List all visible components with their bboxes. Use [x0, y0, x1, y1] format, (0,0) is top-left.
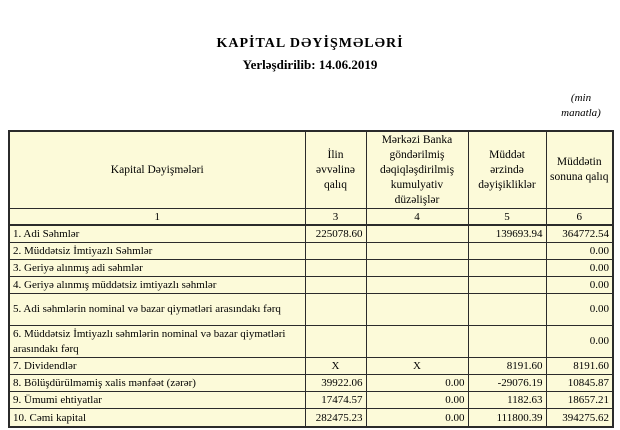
cell-value: 0.00 [546, 326, 613, 358]
cell-value: 0.00 [546, 260, 613, 277]
table-row-adi-sehmler-ferq [9, 294, 613, 326]
cell-value [305, 243, 366, 260]
row-label: 2. Müddətsiz İmtiyazlı Səhmlər [9, 243, 305, 260]
cell-value: -29076.19 [468, 375, 546, 392]
table-row-muddetsiz-sehmler-ferq [9, 326, 613, 358]
cell-value: 1182.63 [468, 392, 546, 409]
cell-value [468, 243, 546, 260]
unit-note [550, 91, 612, 121]
column-index-row [9, 209, 613, 226]
row-label: 5. Adi səhmlərin nominal və bazar qiymətləri arasındakı fərq [9, 294, 305, 326]
col-index-4: 4 [366, 209, 468, 226]
cell-value: 394275.62 [546, 409, 613, 428]
cell-value: 225078.60 [305, 225, 366, 243]
col-index-1: 1 [9, 209, 305, 226]
table-row-cemi-kapital [9, 409, 613, 428]
cell-value: 0.00 [546, 243, 613, 260]
col-header-ilin-evveline-qaliq: İlin əvvəlinə qalıq [305, 131, 366, 209]
cell-value [366, 225, 468, 243]
cell-value: X [305, 358, 366, 375]
table-row-geriye-alinmis-muddetsiz-sehmler [9, 277, 613, 294]
cell-value: 0.00 [366, 375, 468, 392]
table-row-adi-sehmler [9, 225, 613, 243]
cell-value [366, 260, 468, 277]
cell-value [366, 277, 468, 294]
table-header-row [9, 131, 613, 209]
cell-value: 17474.57 [305, 392, 366, 409]
col-index-6: 6 [546, 209, 613, 226]
cell-value: 139693.94 [468, 225, 546, 243]
cell-value [366, 243, 468, 260]
cell-value [366, 326, 468, 358]
row-label: 9. Ümumi ehtiyatlar [9, 392, 305, 409]
cell-value [305, 277, 366, 294]
row-label: 1. Adi Səhmlər [9, 225, 305, 243]
table-row-geriye-alinmis-adi-sehmler [9, 260, 613, 277]
capital-changes-table [8, 130, 614, 428]
col-header-muddet-erzinde-deyisiklikler: Müddət ərzində dəyişikliklər [468, 131, 546, 209]
cell-value: 0.00 [366, 392, 468, 409]
cell-value [468, 294, 546, 326]
cell-value: 0.00 [366, 409, 468, 428]
cell-value [305, 260, 366, 277]
page-title: KAPİTAL DƏYİŞMƏLƏRİ [216, 36, 404, 51]
cell-value [366, 294, 468, 326]
col-header-kapital-deyismeleri: Kapital Dəyişmələri [9, 131, 305, 209]
cell-value [305, 326, 366, 358]
table-row-muddetsiz-imtiyazli-sehmler [9, 243, 613, 260]
cell-value: 10845.87 [546, 375, 613, 392]
cell-value [468, 326, 546, 358]
published-date: Yerləşdirilib: 14.06.2019 [242, 57, 378, 72]
cell-value: 8191.60 [468, 358, 546, 375]
table-row-dividendler [9, 358, 613, 375]
cell-value [305, 294, 366, 326]
table-row-bolusdurulmemis-menfeet [9, 375, 613, 392]
row-label: 6. Müddətsiz İmtiyazlı səhmlərin nominal və bazar qiymətləri arasındakı fərq [9, 326, 305, 358]
cell-value: 0.00 [546, 277, 613, 294]
col-index-5: 5 [468, 209, 546, 226]
row-label: 3. Geriyə alınmış adi səhmlər [9, 260, 305, 277]
table-row-umumi-ehtiyatlar [9, 392, 613, 409]
row-label: 10. Cəmi kapital [9, 409, 305, 428]
cell-value [468, 260, 546, 277]
row-label: 4. Geriyə alınmış müddətsiz imtiyazlı səhmlər [9, 277, 305, 294]
unit-note-line1: (min [570, 92, 592, 104]
row-label: 7. Dividendlər [9, 358, 305, 375]
unit-note-line2: manatla) [561, 107, 601, 119]
cell-value: 282475.23 [305, 409, 366, 428]
cell-value: 111800.39 [468, 409, 546, 428]
cell-value: 18657.21 [546, 392, 613, 409]
cell-value: 364772.54 [546, 225, 613, 243]
cell-value: 39922.06 [305, 375, 366, 392]
col-header-merkezi-banka-duzelisler: Mərkəzi Banka göndərilmiş dəqiqləşdirilmiş kumulyativ düzəlişlər [366, 131, 468, 209]
cell-value: 0.00 [546, 294, 613, 326]
cell-value: X [366, 358, 468, 375]
col-header-muddetin-sonuna-qaliq: Müddətin sonuna qalıq [546, 131, 613, 209]
col-index-3: 3 [305, 209, 366, 226]
cell-value: 8191.60 [546, 358, 613, 375]
cell-value [468, 277, 546, 294]
row-label: 8. Bölüşdürülməmiş xalis mənfəət (zərər) [9, 375, 305, 392]
